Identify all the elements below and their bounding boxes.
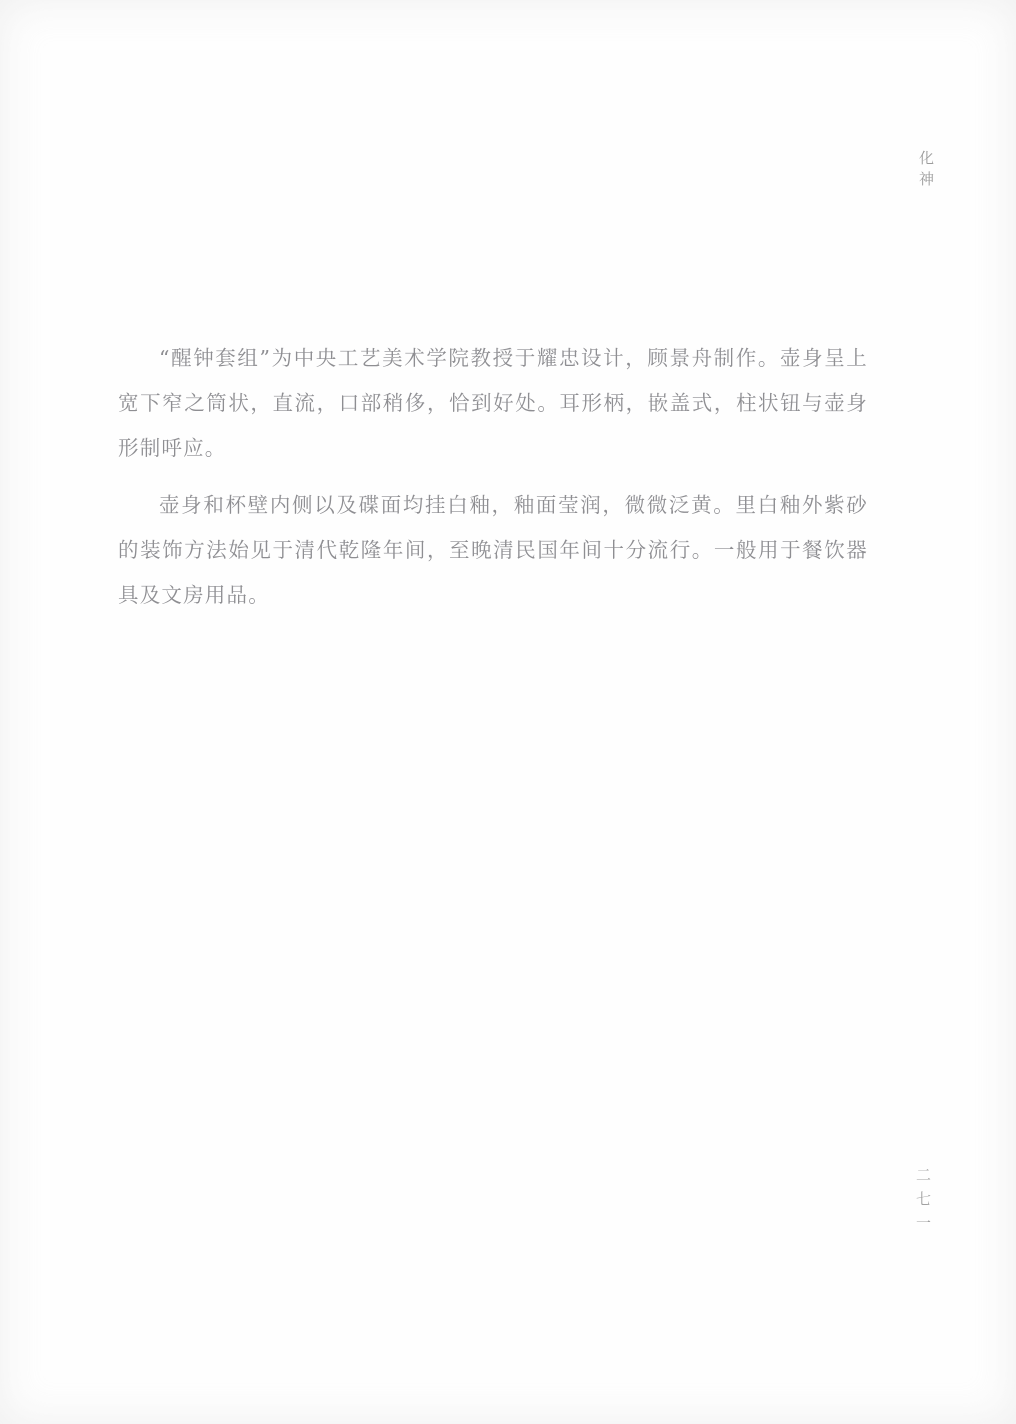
page-number: 二七一 xyxy=(914,1167,932,1239)
paragraph: “醒钟套组”为中央工艺美术学院教授于耀忠设计，顾景舟制作。壶身呈上宽下窄之筒状，直流，口部稍侈，恰到好处。耳形柄，嵌盖式，柱状钮与壶身形制呼应。 xyxy=(118,346,868,460)
running-head: 化神 xyxy=(917,150,935,192)
paragraph: 壶身和杯壁内侧以及碟面均挂白釉，釉面莹润，微微泛黄。里白釉外紫砂的装饰方法始见于清代乾隆年间，至晚清民国年间十分流行。一般用于餐饮器具及文房用品。 xyxy=(118,493,868,607)
body-text xyxy=(118,336,868,630)
